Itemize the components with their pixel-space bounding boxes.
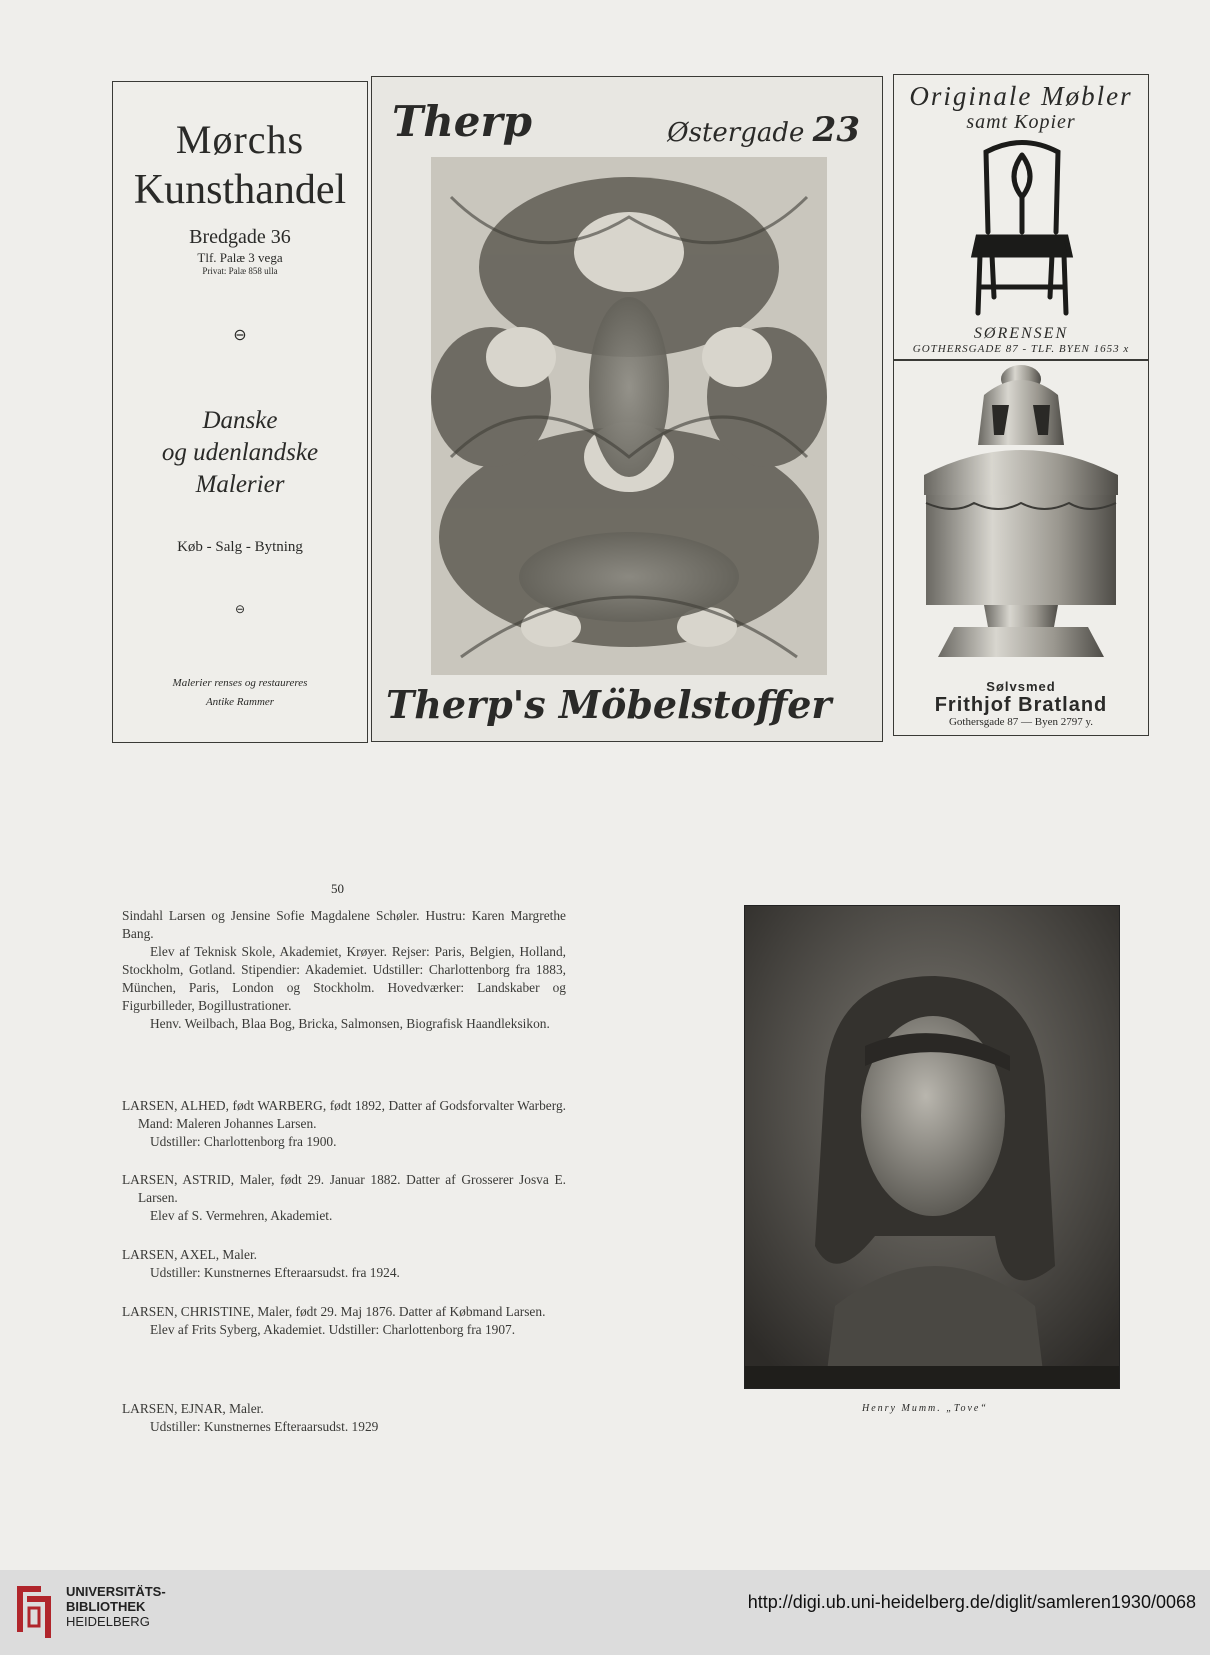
source-url-link[interactable]: http://digi.ub.uni-heidelberg.de/diglit/samleren1930/0068 <box>747 1592 1196 1612</box>
ad-therp-street <box>667 110 860 150</box>
ad-therp-footer: Therp's Möbelstoffer <box>386 682 832 727</box>
entry-heading: LARSEN, ASTRID, Maler, født 29. Januar 1882. Datter af Grosserer Josva E. Larsen. <box>122 1172 566 1205</box>
ad-phone: Tlf. Palæ 3 vega <box>197 250 283 265</box>
entry-paragraph: Udstiller: Kunstnernes Efteraarsudst. 1929 <box>150 1419 379 1434</box>
page-number: 50 <box>331 881 344 896</box>
library-footer <box>0 1570 1210 1655</box>
ad-heading: Originale Møbler <box>909 81 1133 111</box>
entry-paragraph: Sindahl Larsen og Jensine Sofie Magdalene Schøler. Hustru: Karen Margrethe Bang. <box>122 908 566 941</box>
entry-heading: LARSEN, AXEL, Maler. <box>122 1247 258 1262</box>
ad-therp-name: Therp <box>392 97 533 146</box>
ad-trade: Køb - Salg - Bytning <box>177 539 303 555</box>
ad-subheading: samt Kopier <box>966 111 1076 133</box>
chair-icon <box>966 137 1078 321</box>
portrait-painting <box>744 905 1120 1389</box>
ornament-icon: ⊖ <box>233 327 247 344</box>
library-name-line: UNIVERSITÄTS- <box>66 1584 166 1599</box>
library-name-line: HEIDELBERG <box>66 1614 150 1629</box>
entry-larsen-ejnar <box>122 1400 566 1436</box>
entry-heading: LARSEN, CHRISTINE, Maler, født 29. Maj 1876. Datter af Købmand Larsen. <box>122 1304 546 1319</box>
ad-therp <box>371 76 883 742</box>
entry-paragraph: Elev af Teknisk Skole, Akademiet, Krøyer. Rejser: Paris, Belgien, Holland, Stockholm, Gotland. Stipendier: Akademiet. Udstiller: Charlottenborg fra 1883, München, Paris, London og Stockholm. Hovedværker: Landskaber og Figurbilleder, Bogillustrationer. <box>122 944 566 1013</box>
library-name-line: BIBLIOTHEK <box>66 1599 146 1614</box>
ad-name: SØRENSEN <box>973 325 1069 342</box>
ad-frames: Antike Rammer <box>205 696 275 708</box>
entry-larsen-christine <box>122 1303 566 1339</box>
ad-title-line1: Mørchs <box>175 117 305 162</box>
ad-trade: Sølvsmed <box>986 679 1056 694</box>
entry-heading: LARSEN, EJNAR, Maler. <box>122 1401 264 1416</box>
ad-address: GOTHERSGADE 87 - TLF. BYEN 1653 x <box>912 343 1130 355</box>
ad-line-malerier: Malerier <box>195 471 285 498</box>
entry-larsen-axel <box>122 1246 566 1282</box>
ad-title-line2: Kunsthandel <box>133 167 347 213</box>
entry-paragraph: Elev af S. Vermehren, Akademiet. <box>150 1208 333 1223</box>
entry-continued <box>122 907 566 1033</box>
ad-name: Frithjof Bratland <box>934 694 1108 716</box>
ad-originale-mobler <box>893 74 1149 360</box>
ad-solvsmed <box>893 360 1149 736</box>
ad-address: Gothersgade 87 — Byen 2797 y. <box>948 716 1094 728</box>
street-number: 23 <box>812 110 860 150</box>
entry-paragraph: Udstiller: Charlottenborg fra 1900. <box>150 1134 337 1149</box>
entry-paragraph: Henv. Weilbach, Blaa Bog, Bricka, Salmonsen, Biografisk Haandleksikon. <box>150 1016 550 1031</box>
entry-larsen-astrid <box>122 1171 566 1225</box>
portrait-caption: Henry Mumm. „Tove“ <box>862 1403 988 1414</box>
entry-larsen-alhed <box>122 1097 566 1151</box>
fabric-pattern-image <box>431 157 827 675</box>
silver-lamp-image <box>904 365 1138 671</box>
entry-paragraph: Udstiller: Kunstnernes Efteraarsudst. fra 1924. <box>150 1265 400 1280</box>
ad-morchs-kunsthandel <box>112 81 368 743</box>
entry-heading: LARSEN, ALHED, født WARBERG, født 1892, Datter af Godsforvalter Warberg. Mand: Maleren Johannes Larsen. <box>122 1098 566 1131</box>
ad-restore: Malerier renses og restaureres <box>172 677 308 689</box>
ad-address: Bredgade 36 <box>189 226 291 248</box>
library-name <box>66 1584 166 1629</box>
entry-paragraph: Elev af Frits Syberg, Akademiet. Udstiller: Charlottenborg fra 1907. <box>150 1322 516 1337</box>
ad-private-phone: Privat: Palæ 858 ulla <box>202 266 278 276</box>
ad-line-udenlandske: og udenlandske <box>161 439 319 466</box>
library-logo-icon[interactable] <box>11 1582 59 1642</box>
street-name: Østergade <box>667 118 805 148</box>
ornament-icon: ⊖ <box>234 602 246 616</box>
ad-line-danske: Danske <box>202 407 278 434</box>
